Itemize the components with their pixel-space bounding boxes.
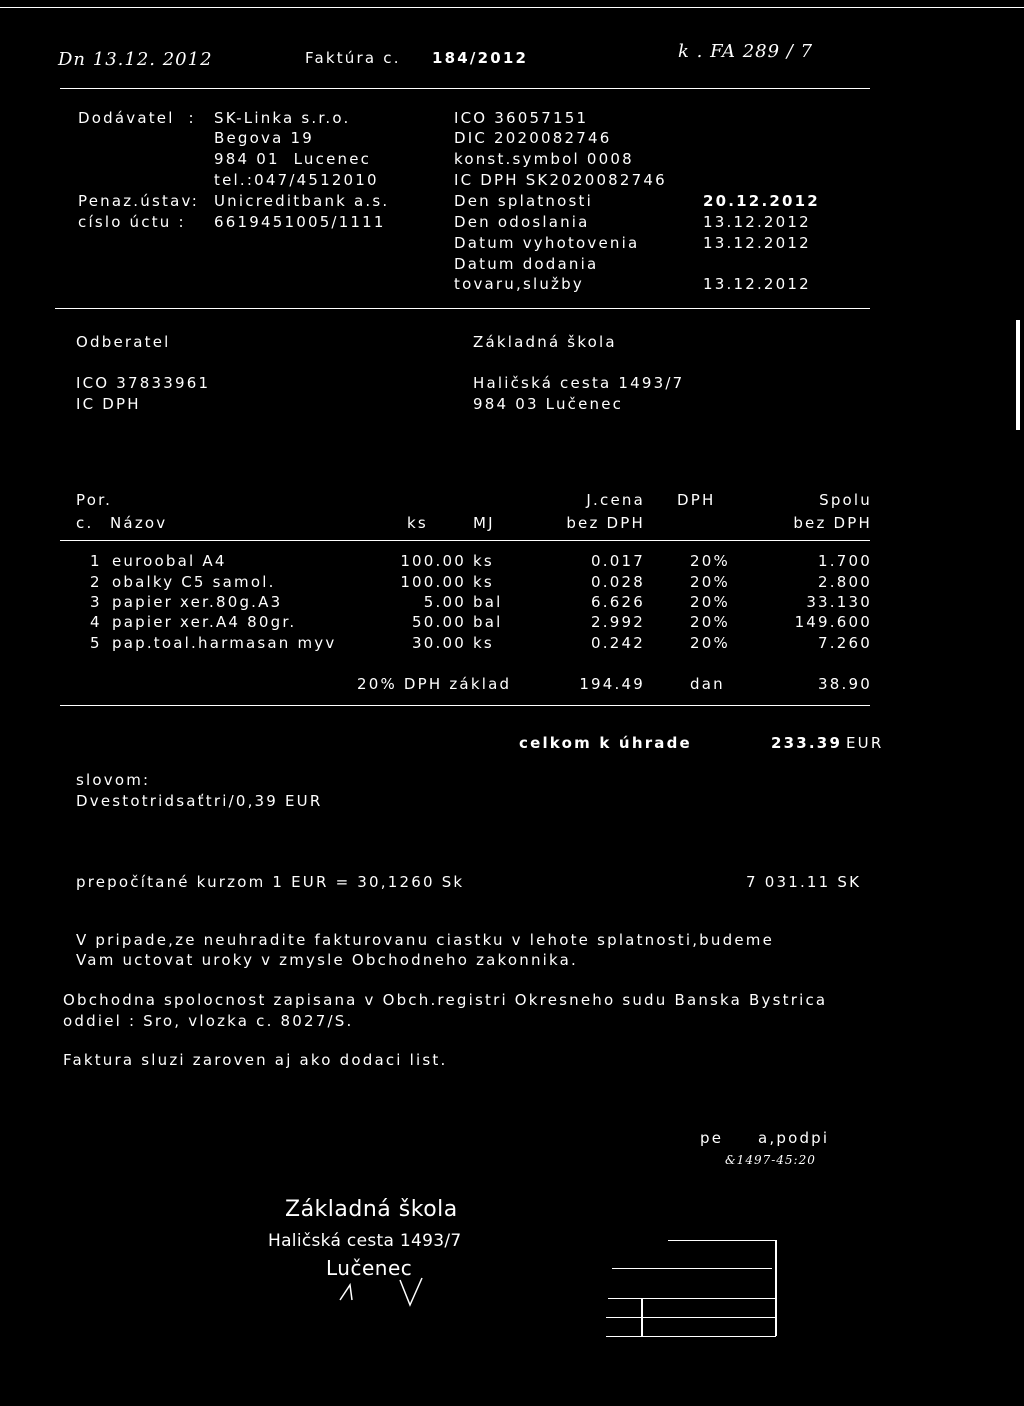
bank-name: Unicreditbank a.s. <box>214 192 390 210</box>
supplier-name: SK-Linka s.r.o. <box>214 109 351 127</box>
row-spolu: 149.600 <box>794 613 872 631</box>
row-ks: 100.00 <box>400 573 466 591</box>
col-nazov-header: Názov <box>110 514 168 532</box>
vat-tax-value: 38.90 <box>818 675 872 693</box>
vat-base-value: 194.49 <box>579 675 645 693</box>
col-spolu-header-1: Spolu <box>819 491 872 509</box>
row-dph: 20% <box>690 573 730 591</box>
bank-label: Penaz.ústav: <box>78 192 199 210</box>
row-mj: ks <box>473 634 494 652</box>
col-ks-header: ks <box>407 514 428 532</box>
note-register-1: Obchodna spolocnost zapisana v Obch.registri Okresneho sudu Banska Bystrica <box>63 991 828 1009</box>
row-mj: bal <box>473 593 503 611</box>
due-date-value: 20.12.2012 <box>703 192 820 210</box>
konst-symbol: konst.symbol 0008 <box>454 150 634 168</box>
col-spolu-header-2: bez DPH <box>793 514 872 532</box>
row-mj: ks <box>473 573 494 591</box>
signature-line-2 <box>612 1268 772 1269</box>
row-nazov: euroobal A4 <box>112 552 227 570</box>
account-label: císlo úctu : <box>78 213 186 231</box>
handwritten-reference: k . FA 289 / 7 <box>678 41 814 62</box>
send-date-label: Den odoslania <box>454 213 590 231</box>
supplier-city: 984 01 Lucenec <box>214 150 372 168</box>
delivery-date-label-2: tovaru,služby <box>454 275 584 293</box>
invoice-title: Faktúra c. <box>305 49 401 67</box>
total-currency: EUR <box>846 734 884 752</box>
handwritten-date: Dn 13.12. 2012 <box>58 49 213 70</box>
row-por: 5 <box>90 634 102 652</box>
col-por-header-2: c. <box>76 514 94 532</box>
supplier-dic: DIC 2020082746 <box>454 129 612 147</box>
row-ks: 100.00 <box>400 552 466 570</box>
col-por-header-1: Por. <box>76 491 113 509</box>
total-amount: 233.39 <box>771 734 843 752</box>
due-date-label: Den splatnosti <box>454 192 593 210</box>
invoice-number: 184/2012 <box>432 49 529 67</box>
col-jcena-header-2: bez DPH <box>566 514 645 532</box>
col-jcena-header-1: J.cena <box>586 491 645 509</box>
row-cena: 0.017 <box>591 552 645 570</box>
supplier-divider <box>55 308 870 309</box>
stamp-line-1: Základná škola <box>285 1197 458 1222</box>
issue-date-label: Datum vyhotovenia <box>454 234 640 252</box>
row-mj: ks <box>473 552 494 570</box>
account-number: 6619451005/1111 <box>214 213 386 231</box>
summary-divider <box>60 705 870 706</box>
col-mj-header: MJ <box>473 514 495 532</box>
row-por: 1 <box>90 552 102 570</box>
row-cena: 0.242 <box>591 634 645 652</box>
supplier-label: Dodávatel : <box>78 109 196 127</box>
row-nazov: pap.toal.harmasan myv <box>112 634 337 652</box>
conversion-value: 7 031.11 SK <box>746 873 862 891</box>
top-edge-line <box>0 7 1024 8</box>
conversion-label: prepočítané kurzom 1 EUR = 30,1260 Sk <box>76 873 465 891</box>
row-por: 4 <box>90 613 102 631</box>
customer-label: Odberatel <box>76 333 171 351</box>
stamp-line-3: Lučenec <box>326 1256 413 1280</box>
customer-street: Haličská cesta 1493/7 <box>473 374 685 392</box>
vat-base-label: 20% DPH základ <box>357 675 512 693</box>
row-nazov: obalky C5 samol. <box>112 573 276 591</box>
signature-line-5 <box>606 1336 776 1337</box>
issue-date-value: 13.12.2012 <box>703 234 811 252</box>
customer-icdph: IC DPH <box>76 395 141 413</box>
note-register-2: oddiel : Sro, vlozka c. 8027/S. <box>63 1012 354 1030</box>
table-header-divider <box>60 540 870 541</box>
total-label: celkom k úhrade <box>519 734 692 752</box>
row-cena: 2.992 <box>591 613 645 631</box>
signature-line-4 <box>606 1317 776 1318</box>
customer-city: 984 03 Lučenec <box>473 395 624 413</box>
signature-line-3 <box>608 1298 776 1299</box>
supplier-ico: ICO 36057151 <box>454 109 589 127</box>
delivery-date-value: 13.12.2012 <box>703 275 811 293</box>
signature-line-1 <box>668 1240 776 1241</box>
customer-ico: ICO 37833961 <box>76 374 211 392</box>
customer-name: Základná škola <box>473 333 617 351</box>
note-delivery: Faktura sluzi zaroven aj ako dodaci list. <box>63 1051 448 1069</box>
row-por: 3 <box>90 593 102 611</box>
row-nazov: papier xer.A4 80gr. <box>112 613 297 631</box>
row-nazov: papier xer.80g.A3 <box>112 593 283 611</box>
row-cena: 6.626 <box>591 593 645 611</box>
supplier-icdph: IC DPH SK2020082746 <box>454 171 667 189</box>
row-spolu: 1.700 <box>818 552 872 570</box>
signature-vertical-1 <box>775 1240 777 1336</box>
in-words-label: slovom: <box>76 771 151 789</box>
signature-vertical-2 <box>641 1298 643 1336</box>
send-date-value: 13.12.2012 <box>703 213 811 231</box>
signature-label: pe a,podpi <box>700 1129 830 1147</box>
delivery-date-label: Datum dodania <box>454 255 599 273</box>
stamp-signature-scribble <box>330 1270 430 1310</box>
header-divider <box>60 88 870 89</box>
row-ks: 5.00 <box>423 593 466 611</box>
note-penalty-2: Vam uctovat uroky v zmysle Obchodneho zakonnika. <box>76 951 579 969</box>
row-dph: 20% <box>690 593 730 611</box>
stamp-line-2: Haličská cesta 1493/7 <box>268 1231 462 1251</box>
row-dph: 20% <box>690 552 730 570</box>
signature-scribble: &1497-45:20 <box>725 1153 816 1167</box>
right-edge-bar <box>1016 320 1020 430</box>
row-ks: 50.00 <box>412 613 466 631</box>
in-words-value: Dvestotridsaťtri/0,39 EUR <box>76 792 323 810</box>
vat-tax-label: dan <box>690 675 725 693</box>
note-penalty-1: V pripade,ze neuhradite fakturovanu ciastku v lehote splatnosti,budeme <box>76 931 774 949</box>
col-dph-header: DPH <box>677 491 716 509</box>
row-dph: 20% <box>690 613 730 631</box>
row-dph: 20% <box>690 634 730 652</box>
row-ks: 30.00 <box>412 634 466 652</box>
row-cena: 0.028 <box>591 573 645 591</box>
row-spolu: 7.260 <box>818 634 872 652</box>
row-por: 2 <box>90 573 102 591</box>
row-spolu: 33.130 <box>806 593 872 611</box>
row-spolu: 2.800 <box>818 573 872 591</box>
row-mj: bal <box>473 613 503 631</box>
supplier-phone: tel.:047/4512010 <box>214 171 379 189</box>
supplier-street: Begova 19 <box>214 129 314 147</box>
